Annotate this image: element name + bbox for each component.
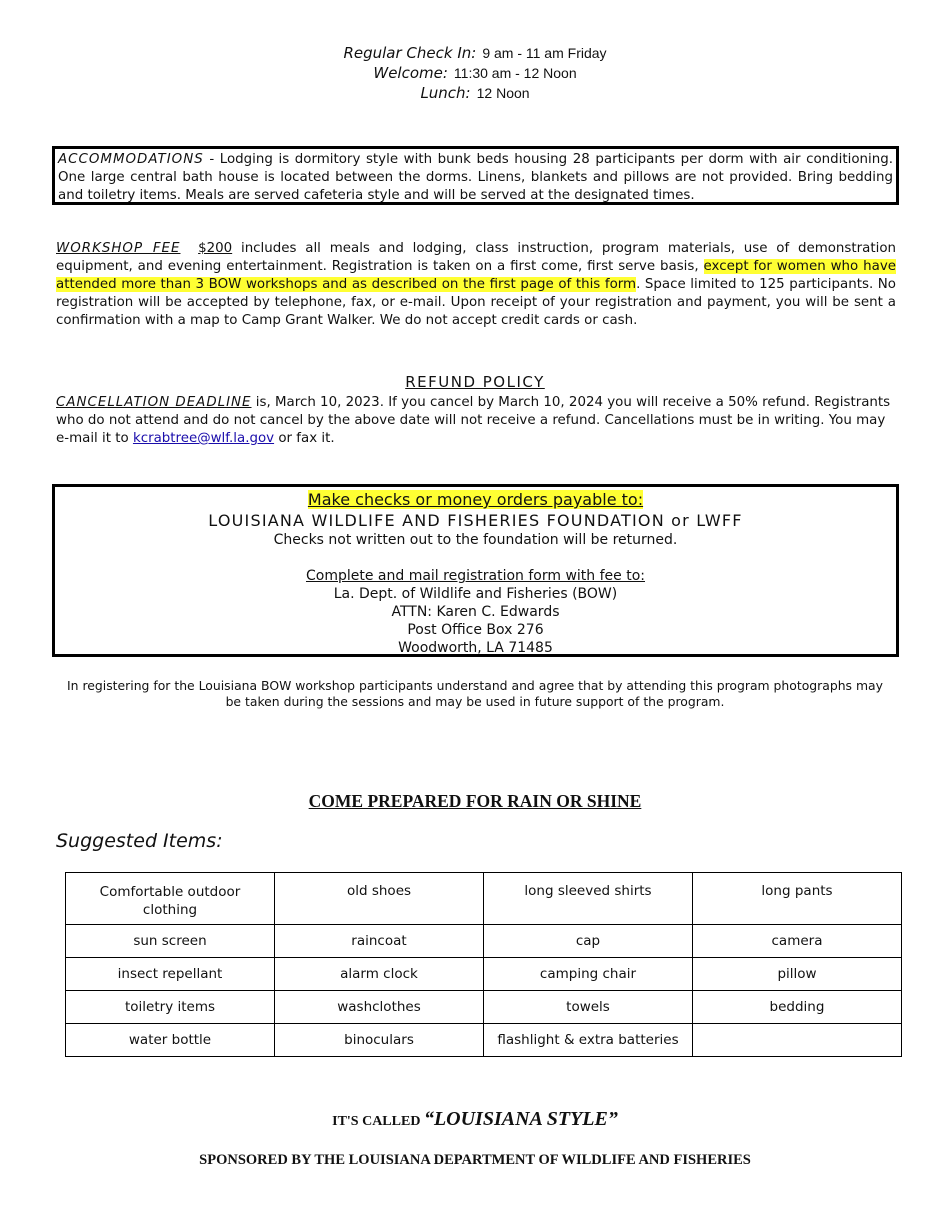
- refund-text-end: or fax it.: [274, 431, 335, 446]
- refund-paragraph: [56, 394, 896, 448]
- table-row: [66, 925, 902, 958]
- table-cell: Comfortable outdoor clothing: [66, 873, 275, 925]
- accommodations-box: [52, 146, 899, 205]
- table-cell: bedding: [693, 991, 902, 1024]
- address-line: Woodworth, LA 71485: [398, 640, 553, 656]
- workshop-fee-highlight: except for women who have attended more than 3 BOW workshops and as described on the first page of this form: [56, 259, 896, 292]
- payee-name: LOUISIANA WILDLIFE AND FISHERIES FOUNDATION or LWFF: [208, 511, 743, 530]
- refund-heading: REFUND POLICY: [405, 373, 545, 391]
- table-cell: camping chair: [484, 958, 693, 991]
- prepared-heading: COME PREPARED FOR RAIN OR SHINE: [308, 791, 642, 811]
- table-row: [66, 991, 902, 1024]
- schedule-welcome: [0, 63, 950, 84]
- photo-notice: In registering for the Louisiana BOW workshop participants understand and agree that by attending this program photographs may be taken during the sessions and may be used in future support of the program.: [67, 678, 883, 709]
- table-cell: cap: [484, 925, 693, 958]
- table-cell: [693, 1024, 902, 1057]
- workshop-fee-amount: $200: [198, 241, 233, 256]
- mail-heading: Complete and mail registration form with fee to:: [305, 568, 645, 584]
- suggested-heading: Suggested Items:: [56, 830, 223, 852]
- schedule-value: 11:30 am - 12 Noon: [453, 65, 577, 81]
- louisiana-style-line: [0, 1108, 950, 1131]
- payment-box: [52, 484, 899, 657]
- cancellation-label: CANCELLATION DEADLINE: [56, 395, 252, 410]
- workshop-fee-text: includes all meals and lodging, class instruction, program materials, use of demonstration equipment, and evening entertainment. Registration is taken on a first come, first serve basis,: [56, 241, 897, 274]
- table-row: [66, 958, 902, 991]
- payment-note: Checks not written out to the foundation will be returned.: [273, 532, 678, 548]
- table-cell: raincoat: [275, 925, 484, 958]
- workshop-fee-text-after: . Space limited to 125 participants. No registration will be accepted by telephone, fax, or e-mail. Upon receipt of your registration and payment, you will be sent a confirmation with a map to Camp Grant Walker. We do not accept credit cards or cash.: [56, 277, 896, 328]
- footer-style: “LOUISIANA STYLE”: [423, 1108, 618, 1130]
- address-line: ATTN: Karen C. Edwards: [391, 604, 560, 620]
- schedule-label: Regular Check In:: [343, 44, 477, 62]
- sponsor-line: SPONSORED BY THE LOUISIANA DEPARTMENT OF WILDLIFE AND FISHERIES: [199, 1152, 751, 1168]
- table-cell: flashlight & extra batteries: [484, 1024, 693, 1057]
- table-cell: towels: [484, 991, 693, 1024]
- schedule-label: Welcome:: [373, 64, 448, 82]
- accommodations-label: ACCOMMODATIONS: [58, 152, 204, 167]
- workshop-fee-label: WORKSHOP FEE: [56, 241, 181, 256]
- suggested-items-table: [65, 872, 902, 1057]
- schedule-value: 9 am - 11 am Friday: [482, 45, 607, 61]
- address-line: La. Dept. of Wildlife and Fisheries (BOW): [333, 586, 618, 602]
- table-row: [66, 873, 902, 925]
- table-cell: old shoes: [275, 873, 484, 925]
- address-line: Post Office Box 276: [407, 622, 544, 638]
- table-cell: long sleeved shirts: [484, 873, 693, 925]
- table-cell: washclothes: [275, 991, 484, 1024]
- table-cell: alarm clock: [275, 958, 484, 991]
- table-cell: sun screen: [66, 925, 275, 958]
- table-cell: water bottle: [66, 1024, 275, 1057]
- table-row: [66, 1024, 902, 1057]
- table-cell: insect repellant: [66, 958, 275, 991]
- payment-heading: Make checks or money orders payable to:: [307, 490, 644, 509]
- schedule-check-in: [0, 43, 950, 64]
- table-cell: toiletry items: [66, 991, 275, 1024]
- schedule-label: Lunch:: [420, 84, 471, 102]
- table-cell: pillow: [693, 958, 902, 991]
- table-cell: camera: [693, 925, 902, 958]
- refund-text: is, March 10, 2023. If you cancel by March 10, 2024 you will receive a 50% refund. Registrants who do not attend and do not cancel by the above date will not receive a refund. Cancellations must be in writing. You may e-mail it to: [56, 395, 891, 446]
- email-link[interactable]: kcrabtree@wlf.la.gov: [132, 431, 275, 446]
- table-cell: long pants: [693, 873, 902, 925]
- schedule-value: 12 Noon: [476, 85, 530, 101]
- schedule-lunch: [0, 83, 950, 104]
- workshop-fee-paragraph: [56, 240, 896, 330]
- footer-prefix: IT'S CALLED: [332, 1114, 424, 1129]
- table-cell: binoculars: [275, 1024, 484, 1057]
- accommodations-text: - Lodging is dormitory style with bunk beds housing 28 participants per dorm with air conditioning. One large central bath house is located between the dorms. Linens, blankets and pillows are not provided. Bring bedding and toiletry items. Meals are served cafeteria style and will be served at the designated times.: [58, 152, 893, 203]
